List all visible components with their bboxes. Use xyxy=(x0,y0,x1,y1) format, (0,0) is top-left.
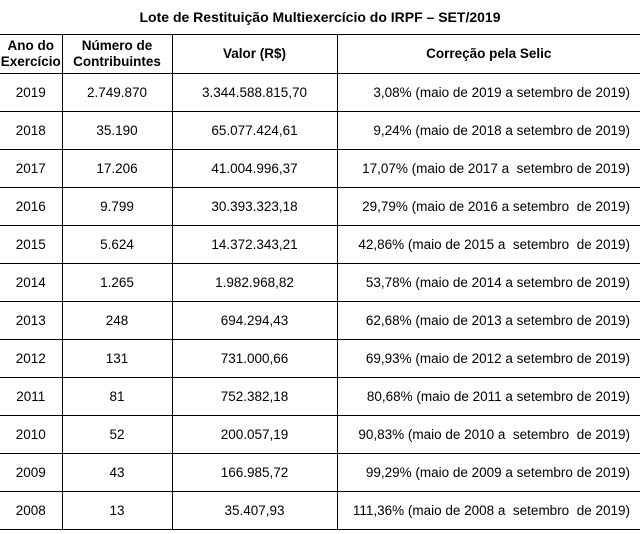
table-row xyxy=(0,492,640,530)
cell-contribuintes: 52 xyxy=(62,416,172,454)
cell-correcao: 62,68% (maio de 2013 a setembro de 2019) xyxy=(337,302,640,340)
header-num-line1: Número de xyxy=(81,38,153,53)
header-ano-line1: Ano do xyxy=(7,38,54,53)
cell-correcao: 69,93% (maio de 2012 a setembro de 2019) xyxy=(337,340,640,378)
cell-correcao: 29,79% (maio de 2016 a setembro de 2019) xyxy=(337,188,640,226)
cell-correcao: 111,36% (maio de 2008 a setembro de 2019) xyxy=(337,492,640,530)
table-title: Lote de Restituição Multiexercício do IRPF – SET/2019 xyxy=(0,0,640,35)
cell-valor: 731.000,66 xyxy=(172,340,337,378)
header-num-line2: Contribuintes xyxy=(73,54,161,69)
cell-ano: 2012 xyxy=(0,340,62,378)
cell-valor: 35.407,93 xyxy=(172,492,337,530)
cell-correcao: 80,68% (maio de 2011 a setembro de 2019) xyxy=(337,378,640,416)
cell-ano: 2009 xyxy=(0,454,62,492)
table-row xyxy=(0,454,640,492)
cell-correcao: 99,29% (maio de 2009 a setembro de 2019) xyxy=(337,454,640,492)
cell-contribuintes: 248 xyxy=(62,302,172,340)
cell-valor: 30.393.323,18 xyxy=(172,188,337,226)
table-row xyxy=(0,150,640,188)
cell-contribuintes: 5.624 xyxy=(62,226,172,264)
cell-ano: 2010 xyxy=(0,416,62,454)
cell-correcao: 90,83% (maio de 2010 a setembro de 2019) xyxy=(337,416,640,454)
header-ano-exercicio xyxy=(0,35,62,74)
cell-valor: 752.382,18 xyxy=(172,378,337,416)
title-row xyxy=(0,0,640,35)
header-valor: Valor (R$) xyxy=(172,35,337,74)
cell-valor: 1.982.968,82 xyxy=(172,264,337,302)
cell-valor: 3.344.588.815,70 xyxy=(172,74,337,112)
cell-contribuintes: 131 xyxy=(62,340,172,378)
cell-contribuintes: 1.265 xyxy=(62,264,172,302)
table-row xyxy=(0,226,640,264)
cell-valor: 14.372.343,21 xyxy=(172,226,337,264)
header-numero-contribuintes xyxy=(62,35,172,74)
cell-ano: 2017 xyxy=(0,150,62,188)
cell-valor: 200.057,19 xyxy=(172,416,337,454)
cell-correcao: 3,08% (maio de 2019 a setembro de 2019) xyxy=(337,74,640,112)
cell-contribuintes: 35.190 xyxy=(62,112,172,150)
cell-ano: 2011 xyxy=(0,378,62,416)
header-correcao: Correção pela Selic xyxy=(337,35,640,74)
cell-correcao: 42,86% (maio de 2015 a setembro de 2019) xyxy=(337,226,640,264)
cell-ano: 2013 xyxy=(0,302,62,340)
cell-ano: 2008 xyxy=(0,492,62,530)
cell-contribuintes: 43 xyxy=(62,454,172,492)
table-row xyxy=(0,378,640,416)
cell-ano: 2018 xyxy=(0,112,62,150)
header-ano-line2: Exercício xyxy=(0,54,61,69)
cell-ano: 2019 xyxy=(0,74,62,112)
cell-ano: 2015 xyxy=(0,226,62,264)
cell-contribuintes: 9.799 xyxy=(62,188,172,226)
cell-correcao: 17,07% (maio de 2017 a setembro de 2019) xyxy=(337,150,640,188)
cell-valor: 41.004.996,37 xyxy=(172,150,337,188)
table-row xyxy=(0,264,640,302)
header-row xyxy=(0,35,640,74)
cell-contribuintes: 2.749.870 xyxy=(62,74,172,112)
cell-contribuintes: 13 xyxy=(62,492,172,530)
table-row xyxy=(0,416,640,454)
table-row xyxy=(0,74,640,112)
table-row xyxy=(0,340,640,378)
cell-correcao: 9,24% (maio de 2018 a setembro de 2019) xyxy=(337,112,640,150)
cell-contribuintes: 17.206 xyxy=(62,150,172,188)
cell-ano: 2016 xyxy=(0,188,62,226)
cell-valor: 65.077.424,61 xyxy=(172,112,337,150)
table-row xyxy=(0,302,640,340)
cell-valor: 166.985,72 xyxy=(172,454,337,492)
cell-valor: 694.294,43 xyxy=(172,302,337,340)
table-row xyxy=(0,188,640,226)
cell-contribuintes: 81 xyxy=(62,378,172,416)
cell-ano: 2014 xyxy=(0,264,62,302)
cell-correcao: 53,78% (maio de 2014 a setembro de 2019) xyxy=(337,264,640,302)
table-row xyxy=(0,112,640,150)
